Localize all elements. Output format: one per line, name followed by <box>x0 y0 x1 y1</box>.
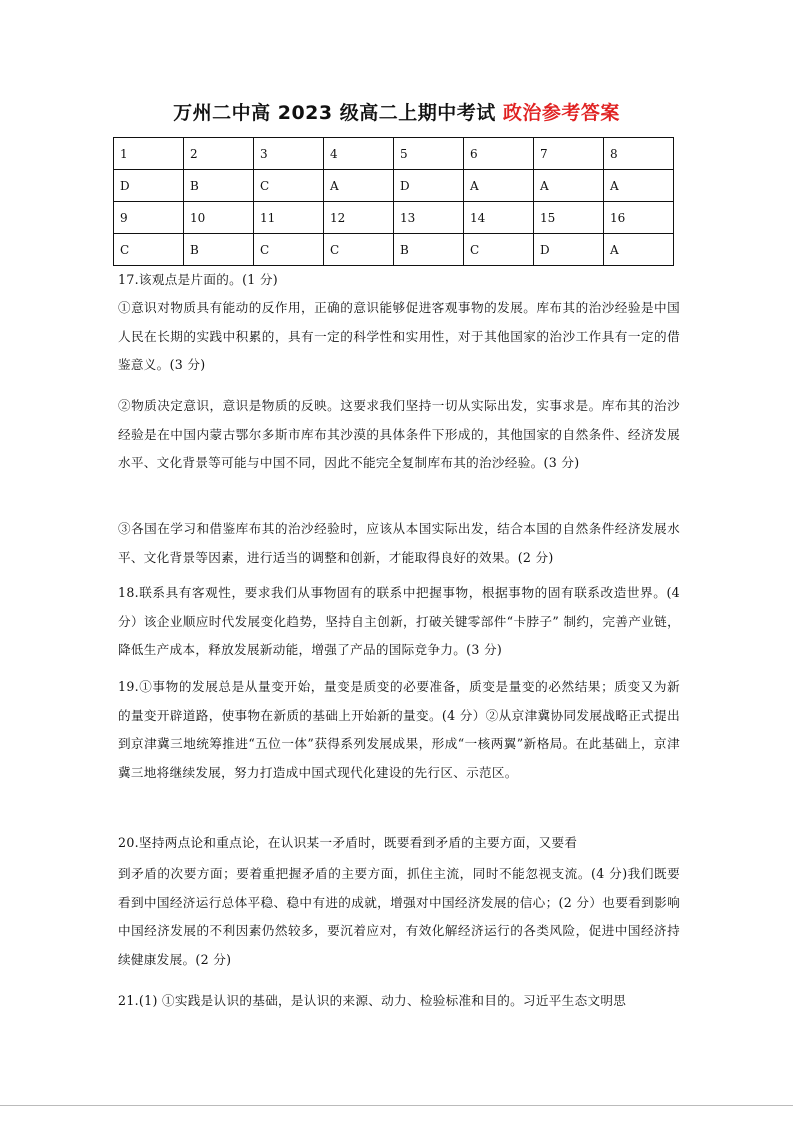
answer-17-heading: 17.该观点是片面的。(1 分) <box>118 272 279 287</box>
table-cell: A <box>464 170 534 202</box>
table-cell: 11 <box>254 202 324 234</box>
table-row <box>114 202 674 234</box>
page-bottom-rule <box>0 1105 793 1106</box>
table-row <box>114 234 674 266</box>
answer-17-point-3: ③各国在学习和借鉴库布其的治沙经验时，应该从本国实际出发，结合本国的自然条件经济发展水平、文化背景等因素，进行适当的调整和创新，才能取得良好的效果。(2 分) <box>118 521 680 565</box>
table-row <box>114 170 674 202</box>
table-cell: C <box>324 234 394 266</box>
answer-table <box>113 137 674 266</box>
table-cell: C <box>254 234 324 266</box>
table-cell: A <box>604 234 674 266</box>
table-cell: 3 <box>254 138 324 170</box>
table-cell: 10 <box>184 202 254 234</box>
table-cell: 12 <box>324 202 394 234</box>
answer-17-point-1: ①意识对物质具有能动的反作用，正确的意识能够促进客观事物的发展。库布其的治沙经验是中国人民在长期的实践中积累的，具有一定的科学性和实用性，对于其他国家的治沙工作具有一定的借鉴意义。(3 分) <box>118 300 680 372</box>
table-cell: B <box>184 170 254 202</box>
table-cell: C <box>254 170 324 202</box>
table-cell: D <box>534 234 604 266</box>
table-cell: D <box>394 170 464 202</box>
table-cell: D <box>114 170 184 202</box>
answer-21-start: 21.(1) ①实践是认识的基础，是认识的来源、动力、检验标准和目的。习近平生态文明思 <box>118 993 627 1008</box>
table-cell: A <box>534 170 604 202</box>
answer-17-point-2: ②物质决定意识，意识是物质的反映。这要求我们坚持一切从实际出发，实事求是。库布其的治沙经验是在中国内蒙古鄂尔多斯市库布其沙漠的具体条件下形成的，其他国家的自然条件、经济发展水平、文化背景等可能与中国不同，因此不能完全复制库布其的治沙经验。(3 分) <box>118 398 680 470</box>
table-cell: 6 <box>464 138 534 170</box>
table-row <box>114 138 674 170</box>
table-cell: A <box>604 170 674 202</box>
answer-19: 19.①事物的发展总是从量变开始，量变是质变的必要准备，质变是量变的必然结果；质变又为新的量变开辟道路，使事物在新质的基础上开始新的量变。(4 分）②从京津冀协同发展战略正式提出到京津冀三地统筹推进“五位一体”获得系列发展成果，形成“一核两翼”新格局。在此基础上，京津冀三地将继续发展，努力打造成中国式现代化建设的先行区、示范区。 <box>118 679 680 780</box>
answer-20-body: 到矛盾的次要方面；要着重把握矛盾的主要方面，抓住主流，同时不能忽视支流。(4 分)我们既要看到中国经济运行总体平稳、稳中有进的成就，增强对中国经济发展的信心；(2 分）也要看到影响中国经济发展的不利因素仍然较多，要沉着应对，有效化解经济运行的各类风险，促进中国经济持续健康发展。(2 分) <box>118 866 680 967</box>
table-cell: 7 <box>534 138 604 170</box>
table-cell: 13 <box>394 202 464 234</box>
table-cell: 5 <box>394 138 464 170</box>
page-title <box>0 98 793 125</box>
table-cell: 4 <box>324 138 394 170</box>
table-cell: 15 <box>534 202 604 234</box>
table-cell: C <box>464 234 534 266</box>
table-cell: 16 <box>604 202 674 234</box>
answer-18: 18.联系具有客观性，要求我们从事物固有的联系中把握事物，根据事物的固有联系改造世界。(4 分）该企业顺应时代发展变化趋势，坚持自主创新，打破关键零部件“卡脖子” 制约，完善产业链， 降低生产成本，释放发展新动能，增强了产品的国际竞争力。(3 分) <box>118 585 680 657</box>
table-cell: B <box>394 234 464 266</box>
table-cell: 8 <box>604 138 674 170</box>
title-highlight: 政治参考答案 <box>502 102 620 124</box>
table-cell: 2 <box>184 138 254 170</box>
title-main: 万州二中高 2023 级高二上期中考试 <box>173 102 503 124</box>
table-cell: 1 <box>114 138 184 170</box>
answer-20-line-1: 20.坚持两点论和重点论，在认识某一矛盾时，既要看到矛盾的主要方面，又要看 <box>118 835 578 850</box>
table-cell: 9 <box>114 202 184 234</box>
table-cell: B <box>184 234 254 266</box>
table-cell: 14 <box>464 202 534 234</box>
table-cell: A <box>324 170 394 202</box>
table-cell: C <box>114 234 184 266</box>
